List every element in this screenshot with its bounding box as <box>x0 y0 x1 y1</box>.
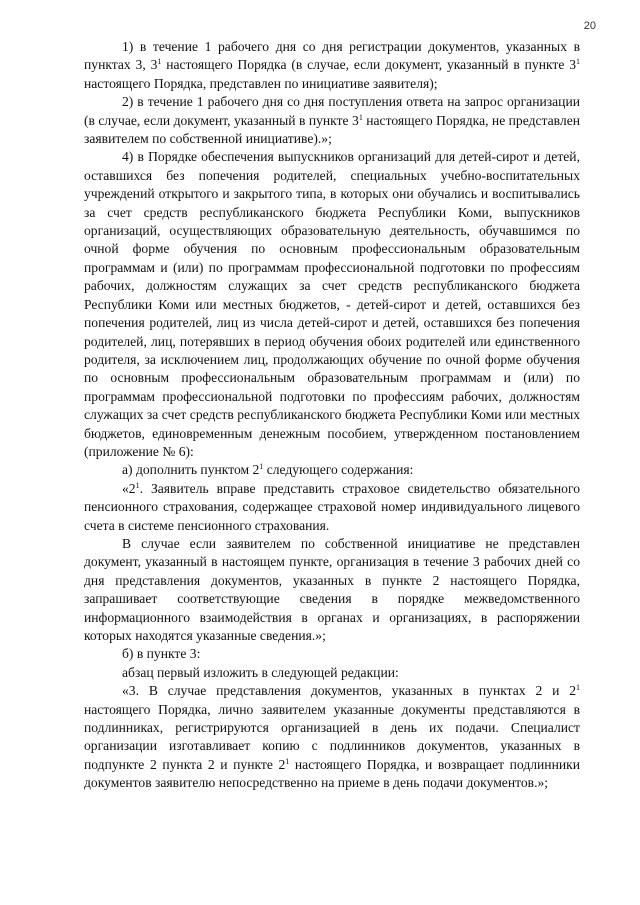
document-paragraph <box>84 682 580 792</box>
document-paragraph <box>84 664 580 682</box>
paragraph-text: абзац первый изложить в следующей редакции: <box>122 664 399 680</box>
document-paragraph <box>84 38 580 93</box>
superscript-number: 1 <box>358 112 363 122</box>
paragraph-text: настоящего Порядка, и возвращает подлинники документов заявителю непосредственно на приеме в день подачи документов.»; <box>84 756 580 791</box>
document-paragraph <box>84 148 580 461</box>
document-paragraph <box>84 93 580 148</box>
paragraph-text: а) дополнить пунктом 2 <box>122 462 260 478</box>
paragraph-text: «3. В случае представления документов, указанных в пунктах 2 и 2 <box>122 683 576 699</box>
document-paragraph <box>84 480 580 535</box>
document-paragraph <box>84 645 580 663</box>
document-paragraph <box>84 461 580 479</box>
paragraph-text: настоящего Порядка, лично заявителем указанные документы представляются в подлинниках, регистрируются организацией в день их подачи. Специалист организации изготавливает копию с подлинников документов, указанных в подпункте 2 пункта 2 и пункте 2 <box>84 701 580 772</box>
superscript-number: 1 <box>285 756 290 766</box>
paragraph-text: настоящего Порядка (в случае, если документ, указанный в пункте 3 <box>161 57 576 73</box>
paragraph-text: следующего содержания: <box>263 462 414 478</box>
paragraph-text: «2 <box>122 480 136 496</box>
document-paragraph <box>84 535 580 645</box>
paragraph-text: 1) в течение 1 рабочего дня со дня регистрации документов, указанных в пунктах 3, 3 <box>84 39 580 73</box>
superscript-number: 1 <box>135 480 140 490</box>
paragraph-text: 2) в течение 1 рабочего дня со дня поступления ответа на запрос организации (в случае, если документ, указанный в пункте 3 <box>84 94 580 128</box>
superscript-number: 1 <box>576 683 580 693</box>
paragraph-text: настоящего Порядка, не представлен заявителем по собственной инициативе).»; <box>84 112 580 147</box>
superscript-number: 1 <box>157 57 162 67</box>
paragraph-text: . Заявитель вправе представить страховое свидетельство обязательного пенсионного страхования, содержащее страховой номер индивидуального лицевого счета в системе пенсионного страхования. <box>84 480 580 533</box>
paragraph-text: б) в пункте 3: <box>122 646 201 662</box>
paragraph-text: В случае если заявителем по собственной инициативе не представлен документ, указанный в настоящем пункте, организация в течение 3 рабочих дней со дня представления документов, указанных в пункте 2 настоящего Порядка, запрашивает соответствующие сведения в порядке межведомственного информационного взаимодействия в органах и организациях, в распоряжении которых находятся указанные сведения.»; <box>84 535 580 643</box>
document-body <box>84 38 580 793</box>
page-number: 20 <box>583 20 596 32</box>
paragraph-text: 4) в Порядке обеспечения выпускников организаций для детей-сирот и детей, оставшихся без попечения родителей, специальных учебно-воспитательных учреждений открытого и закрытого типа, в которых они обучались и воспитывались за счет средств республиканского бюджета Республики Коми, выпускников организаций, осуществляющих образовательную деятельность, обучавшимся по очной форме обучения по основным профессиональным образовательным программам и (или) по программам профессиональной подготовки по профессиям рабочих, должностям служащих за счет средств республиканского бюджета Республики Коми или местных бюджетов, - детей-сирот и детей, оставшихся без попечения родителей, лиц из числа детей-сирот и детей, оставшихся без попечения родителей, лиц, потерявших в период обучения обоих родителей или единственного родителя, за исключением лиц, продолжающих обучение по очной форме обучения по основным профессиональным образовательным программам и (или) по программам профессиональной подготовки по профессиям рабочих, должностям служащих за счет средств республиканского бюджета Республики Коми или местных бюджетов, единовременным денежным пособием, утвержденном постановлением (приложение № 6): <box>84 149 580 459</box>
paragraph-text: настоящего Порядка, представлен по инициативе заявителя); <box>84 75 438 91</box>
superscript-number: 1 <box>576 57 580 67</box>
superscript-number: 1 <box>259 462 264 472</box>
